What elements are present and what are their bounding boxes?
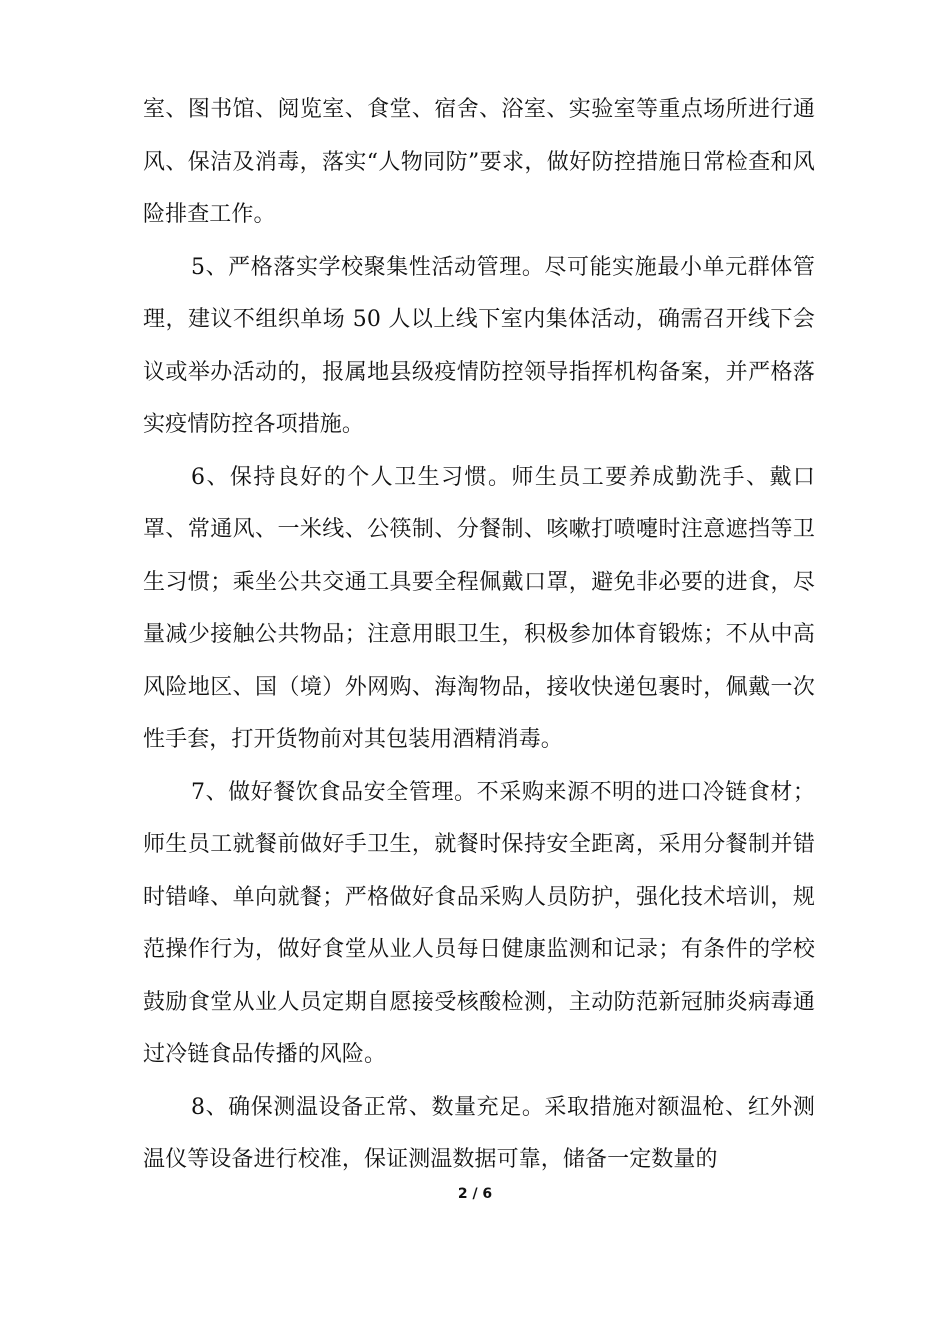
page-number: 2 / 6 xyxy=(457,1186,493,1202)
document-body xyxy=(143,84,815,1187)
paragraph-continuation: 室、图书馆、阅览室、食堂、宿舍、浴室、实验室等重点场所进行通风、保洁及消毒，落实“人物同防”要求，做好防控措施日常检查和风险排查工作。 xyxy=(143,97,815,227)
paragraph-item-5: 5、严格落实学校聚集性活动管理。尽可能实施最小单元群体管理，建议不组织单场 50 人以上线下室内集体活动，确需召开线下会议或举办活动的，报属地县级疫情防控领导指挥机构备案，并严格落实疫情防控各项措施。 xyxy=(143,254,815,437)
paragraph-item-7: 7、做好餐饮食品安全管理。不采购来源不明的进口冷链食材；师生员工就餐前做好手卫生，就餐时保持安全距离，采用分餐制并错时错峰、单向就餐；严格做好食品采购人员防护，强化技术培训，规范操作行为，做好食堂从业人员每日健康监测和记录；有条件的学校鼓励食堂从业人员定期自愿接受核酸检测，主动防范新冠肺炎病毒通过冷链食品传播的风险。 xyxy=(143,779,815,1067)
paragraph-item-6: 6、保持良好的个人卫生习惯。师生员工要养成勤洗手、戴口罩、常通风、一米线、公筷制、分餐制、咳嗽打喷嚏时注意遮挡等卫生习惯；乘坐公共交通工具要全程佩戴口罩，避免非必要的进食，尽量减少接触公共物品；注意用眼卫生，积极参加体育锻炼；不从中高风险地区、国（境）外网购、海淘物品，接收快递包裹时，佩戴一次性手套，打开货物前对其包装用酒精消毒。 xyxy=(143,464,815,752)
paragraph-item-8: 8、确保测温设备正常、数量充足。采取措施对额温枪、红外测温仪等设备进行校准，保证测温数据可靠，储备一定数量的 xyxy=(143,1094,815,1172)
